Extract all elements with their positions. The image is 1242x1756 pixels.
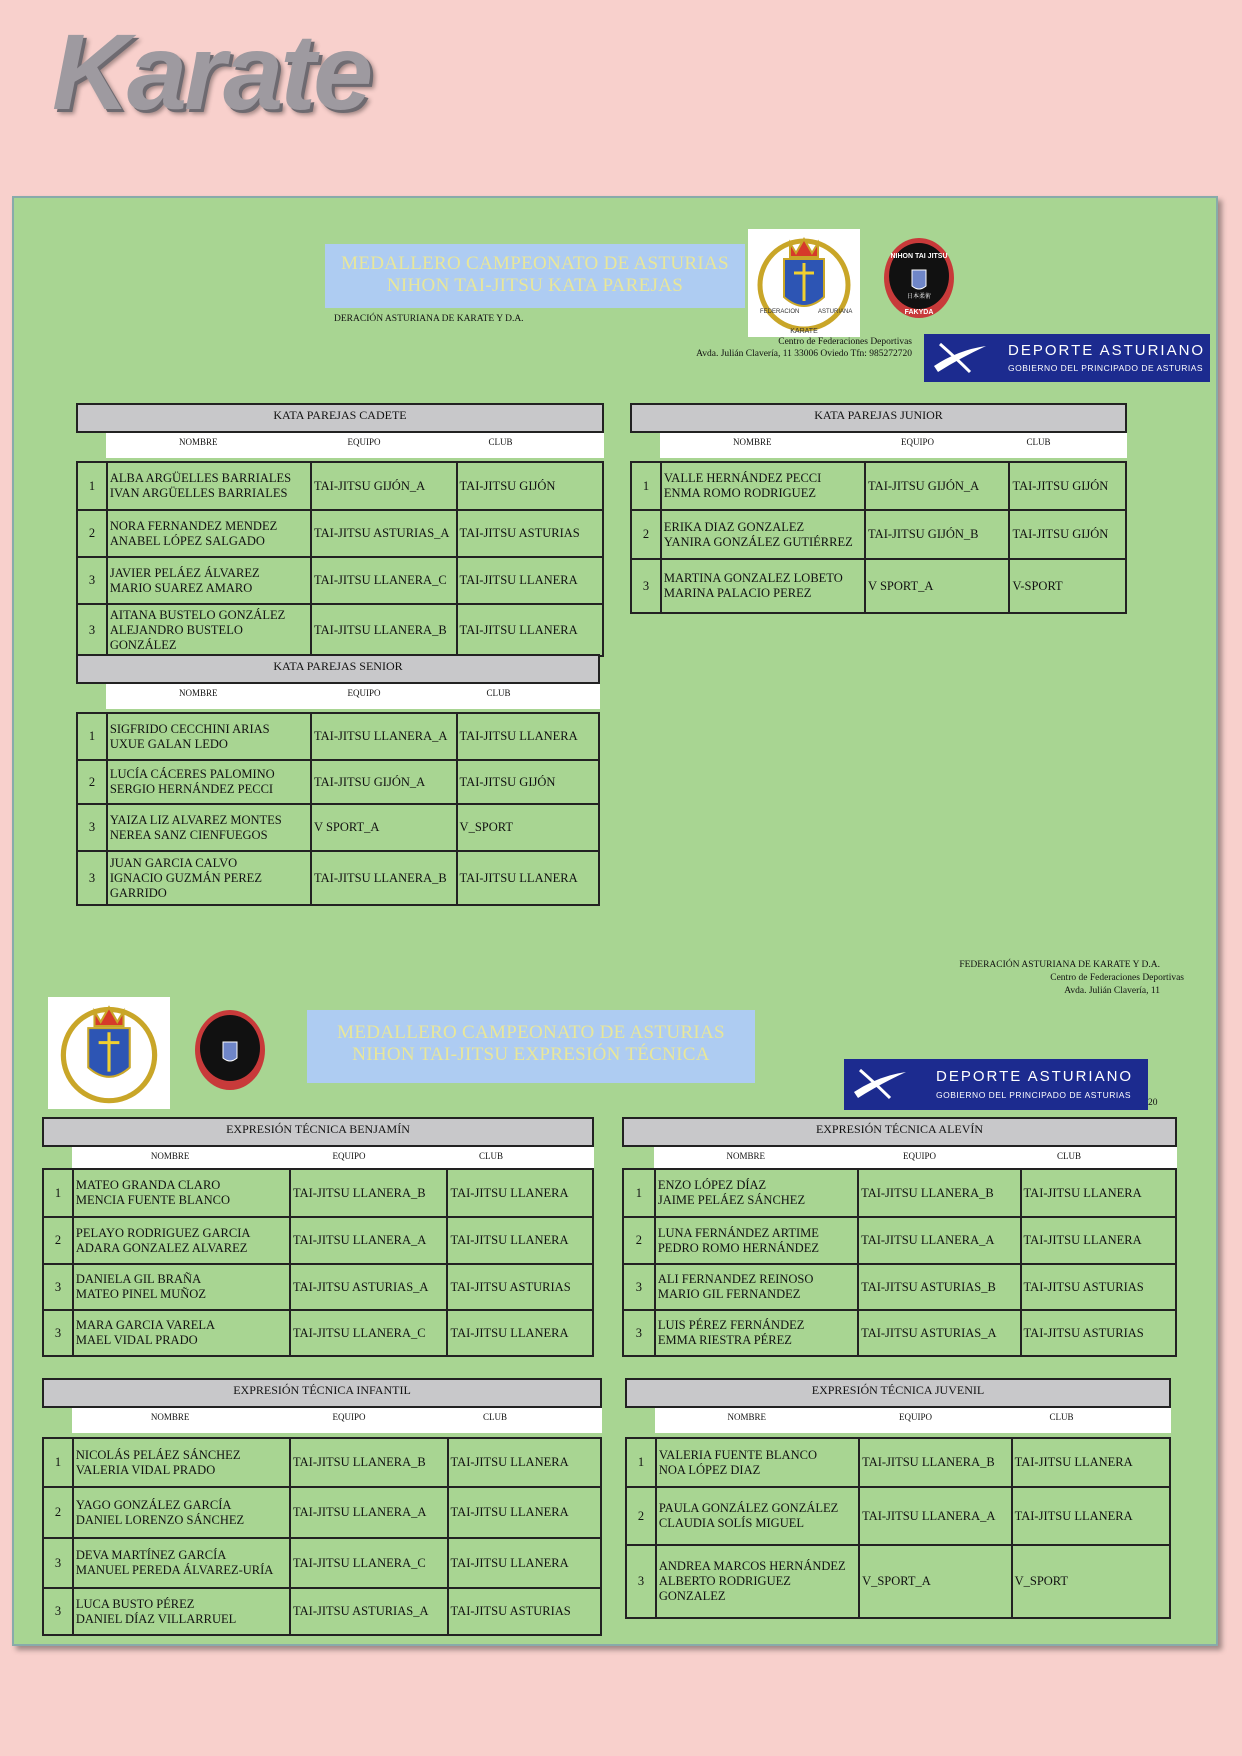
page-number: 20 bbox=[1148, 1098, 1158, 1108]
kata-parejas-junior-table bbox=[630, 461, 1127, 614]
expresion-tecnica-alevin-table bbox=[622, 1168, 1177, 1357]
deporte-line2: GOBIERNO DEL PRINCIPADO DE ASTURIAS bbox=[1008, 363, 1204, 373]
names-cell bbox=[73, 1264, 290, 1310]
column-header-nombre: NOMBRE bbox=[150, 1151, 190, 1161]
club-cell: TAI-JITSU LLANERA bbox=[448, 1438, 601, 1487]
athlete-name-2: UXUE GALAN LEDO bbox=[109, 736, 228, 751]
team-cell: TAI-JITSU GIJÓN_B bbox=[865, 510, 1009, 559]
position-cell: 3 bbox=[43, 1310, 73, 1356]
names-cell bbox=[73, 1217, 290, 1264]
athlete-name-2: ALBERTO RODRIGUEZ GONZALEZ bbox=[658, 1574, 791, 1603]
names-cell bbox=[107, 557, 311, 604]
athlete-name-1: DANIELA GIL BRAÑA bbox=[75, 1272, 202, 1286]
club-cell: TAI-JITSU LLANERA bbox=[447, 1310, 593, 1356]
team-cell: TAI-JITSU GIJÓN_A bbox=[311, 760, 457, 804]
team-cell: TAI-JITSU ASTURIAS_A bbox=[290, 1264, 448, 1310]
kata-centro-text: Centro de Federaciones Deportivas bbox=[778, 337, 912, 347]
position-cell: 2 bbox=[43, 1487, 73, 1538]
club-cell: TAI-JITSU ASTURIAS bbox=[1021, 1264, 1176, 1310]
kata-parejas-senior-table bbox=[76, 712, 600, 906]
expresion-tecnica-juvenil-table bbox=[625, 1437, 1171, 1619]
column-header-nombre: NOMBRE bbox=[726, 1151, 766, 1161]
kata-parejas-cadete-column-headers bbox=[106, 433, 604, 458]
athlete-name-1: LUIS PÉREZ FERNÁNDEZ bbox=[657, 1318, 805, 1332]
column-header-equipo: EQUIPO bbox=[332, 1412, 366, 1422]
athlete-name-1: MATEO GRANDA CLARO bbox=[75, 1178, 221, 1192]
team-cell: TAI-JITSU LLANERA_C bbox=[290, 1310, 448, 1356]
athlete-name-2: SERGIO HERNÁNDEZ PECCI bbox=[109, 782, 274, 796]
athlete-name-2: DANIEL DÍAZ VILLARRUEL bbox=[75, 1611, 237, 1626]
nihon-tai-jitsu-logo-2 bbox=[193, 1006, 267, 1094]
kata-parejas-junior-column-headers bbox=[660, 433, 1127, 458]
team-cell: V SPORT_A bbox=[865, 559, 1009, 613]
table-row bbox=[77, 760, 599, 804]
names-cell bbox=[107, 462, 311, 510]
team-cell: TAI-JITSU LLANERA_B bbox=[311, 851, 457, 905]
ntj-logo-kanji: 日本柔術 bbox=[906, 293, 932, 300]
athlete-name-1: SIGFRIDO CECCHINI ARIAS bbox=[109, 721, 270, 736]
expr-title-line2: NIHON TAI-JITSU EXPRESIÓN TÉCNICA bbox=[352, 1044, 710, 1065]
table-row bbox=[77, 557, 603, 604]
table-row bbox=[77, 510, 603, 557]
federation-crest-logo bbox=[748, 229, 860, 337]
column-header-nombre: NOMBRE bbox=[178, 688, 218, 698]
deporte-2-line2: GOBIERNO DEL PRINCIPADO DE ASTURIAS bbox=[936, 1090, 1132, 1100]
table-row bbox=[43, 1169, 593, 1217]
position-cell: 1 bbox=[77, 462, 107, 510]
names-cell bbox=[107, 804, 311, 851]
column-header-club: CLUB bbox=[486, 688, 511, 698]
athlete-name-2: NOA LÓPEZ DIAZ bbox=[658, 1462, 761, 1477]
column-header-equipo: EQUIPO bbox=[901, 437, 934, 447]
table-row bbox=[623, 1310, 1176, 1356]
column-header-club: CLUB bbox=[478, 1151, 504, 1161]
athlete-name-1: DEVA MARTÍNEZ GARCÍA bbox=[75, 1548, 227, 1562]
athlete-name-2: JAIME PELÁEZ SÁNCHEZ bbox=[657, 1193, 806, 1207]
expresion-tecnica-infantil-column-headers bbox=[72, 1408, 602, 1433]
athlete-name-2: CLAUDIA SOLÍS MIGUEL bbox=[658, 1516, 805, 1530]
federation-crest-logo-2 bbox=[48, 997, 170, 1109]
expr-federation-text: FEDERACIÓN ASTURIANA DE KARATE Y D.A. bbox=[959, 960, 1160, 970]
crest-text-bottom: KARATE bbox=[790, 328, 818, 335]
athlete-name-1: VALLE HERNÁNDEZ PECCI bbox=[663, 471, 822, 485]
expresion-tecnica-alevin-header: EXPRESIÓN TÉCNICA ALEVÍN bbox=[622, 1117, 1177, 1147]
athlete-name-1: ALI FERNANDEZ REINOSO bbox=[657, 1272, 814, 1286]
column-header-club: CLUB bbox=[488, 437, 513, 447]
athlete-name-2: ADARA GONZALEZ ALVAREZ bbox=[75, 1240, 248, 1255]
position-cell: 3 bbox=[77, 604, 107, 656]
ntj-logo-bottom: FAKYDA bbox=[904, 309, 934, 316]
position-cell: 3 bbox=[43, 1588, 73, 1635]
table-row bbox=[631, 559, 1126, 613]
expresion-tecnica-infantil-header: EXPRESIÓN TÉCNICA INFANTIL bbox=[42, 1378, 602, 1408]
kata-title-line2: NIHON TAI-JITSU KATA PAREJAS bbox=[386, 275, 684, 296]
names-cell bbox=[73, 1438, 290, 1487]
table-row bbox=[43, 1264, 593, 1310]
athlete-name-1: MARA GARCIA VARELA bbox=[75, 1318, 216, 1332]
team-cell: TAI-JITSU ASTURIAS_A bbox=[858, 1310, 1020, 1356]
club-cell: TAI-JITSU GIJÓN bbox=[457, 760, 599, 804]
athlete-name-1: LUNA FERNÁNDEZ ARTIME bbox=[657, 1225, 819, 1240]
club-cell: TAI-JITSU LLANERA bbox=[447, 1169, 593, 1217]
kata-parejas-senior-column-headers bbox=[106, 684, 600, 709]
table-row bbox=[626, 1545, 1170, 1618]
position-cell: 2 bbox=[77, 510, 107, 557]
names-cell bbox=[107, 713, 311, 760]
table-row bbox=[77, 462, 603, 510]
position-cell: 2 bbox=[623, 1217, 655, 1264]
table-row bbox=[43, 1538, 601, 1588]
names-cell bbox=[107, 851, 311, 905]
column-header-equipo: EQUIPO bbox=[347, 688, 381, 698]
athlete-name-1: PAULA GONZÁLEZ GONZÁLEZ bbox=[658, 1501, 839, 1515]
athlete-name-2: MANUEL PEREDA ÁLVAREZ-URÍA bbox=[75, 1563, 274, 1577]
kata-federation-text: DERACIÓN ASTURIANA DE KARATE Y D.A. bbox=[334, 314, 524, 324]
team-cell: TAI-JITSU GIJÓN_A bbox=[311, 462, 457, 510]
position-cell: 3 bbox=[77, 804, 107, 851]
athlete-name-2: ALEJANDRO BUSTELO GONZÁLEZ bbox=[109, 622, 243, 652]
team-cell: TAI-JITSU LLANERA_B bbox=[290, 1438, 448, 1487]
table-row bbox=[43, 1310, 593, 1356]
table-row bbox=[623, 1217, 1176, 1264]
deporte-asturiano-logo-2 bbox=[844, 1059, 1148, 1110]
table-row bbox=[43, 1588, 601, 1635]
kata-parejas-junior-header: KATA PAREJAS JUNIOR bbox=[630, 403, 1127, 433]
team-cell: TAI-JITSU LLANERA_B bbox=[290, 1169, 448, 1217]
names-cell bbox=[73, 1487, 290, 1538]
team-cell: TAI-JITSU LLANERA_A bbox=[858, 1217, 1020, 1264]
athlete-name-1: ANDREA MARCOS HERNÁNDEZ bbox=[658, 1559, 846, 1573]
athlete-name-1: JAVIER PELÁEZ ÁLVAREZ bbox=[109, 565, 260, 580]
table-row bbox=[77, 851, 599, 905]
crest-icon-2 bbox=[48, 997, 170, 1109]
names-cell bbox=[655, 1310, 858, 1356]
table-row bbox=[631, 510, 1126, 559]
position-cell: 3 bbox=[623, 1310, 655, 1356]
expresion-tecnica-benjamin-table bbox=[42, 1168, 594, 1357]
kata-parejas-senior-header: KATA PAREJAS SENIOR bbox=[76, 654, 600, 684]
position-cell: 3 bbox=[77, 851, 107, 905]
club-cell: TAI-JITSU LLANERA bbox=[457, 557, 603, 604]
team-cell: TAI-JITSU ASTURIAS_B bbox=[858, 1264, 1020, 1310]
column-header-equipo: EQUIPO bbox=[903, 1151, 936, 1161]
names-cell bbox=[656, 1438, 859, 1487]
column-header-nombre: NOMBRE bbox=[178, 437, 218, 447]
names-cell bbox=[656, 1487, 859, 1545]
club-cell: TAI-JITSU ASTURIAS bbox=[1021, 1310, 1176, 1356]
table-row bbox=[43, 1217, 593, 1264]
position-cell: 3 bbox=[77, 557, 107, 604]
column-header-nombre: NOMBRE bbox=[732, 437, 772, 447]
athlete-name-2: ANABEL LÓPEZ SALGADO bbox=[109, 533, 265, 548]
club-cell: V-SPORT bbox=[1009, 559, 1126, 613]
expr-address-text: Avda. Julián Clavería, 11 bbox=[1064, 986, 1160, 996]
position-cell: 1 bbox=[626, 1438, 656, 1487]
club-cell: TAI-JITSU ASTURIAS bbox=[457, 510, 603, 557]
names-cell bbox=[655, 1217, 858, 1264]
table-row bbox=[623, 1169, 1176, 1217]
karate-logo: Karate bbox=[52, 11, 371, 132]
team-cell: TAI-JITSU LLANERA_B bbox=[859, 1438, 1012, 1487]
table-row bbox=[43, 1487, 601, 1538]
athlete-name-2: MARINA PALACIO PEREZ bbox=[663, 586, 812, 600]
athlete-name-1: JUAN GARCIA CALVO bbox=[109, 855, 238, 870]
athlete-name-1: AITANA BUSTELO GONZÁLEZ bbox=[109, 607, 286, 622]
club-cell: TAI-JITSU LLANERA bbox=[1012, 1438, 1170, 1487]
team-cell: V_SPORT_A bbox=[859, 1545, 1012, 1618]
names-cell bbox=[73, 1169, 290, 1217]
athlete-name-2: EMMA RIESTRA PÉREZ bbox=[657, 1333, 792, 1347]
team-cell: TAI-JITSU LLANERA_A bbox=[859, 1487, 1012, 1545]
table-row bbox=[631, 462, 1126, 510]
kata-parejas-cadete-header: KATA PAREJAS CADETE bbox=[76, 403, 604, 433]
position-cell: 3 bbox=[631, 559, 661, 613]
kata-title-box bbox=[325, 244, 745, 308]
club-cell: TAI-JITSU LLANERA bbox=[1021, 1169, 1176, 1217]
names-cell bbox=[73, 1310, 290, 1356]
kata-address-text: Avda. Julián Clavería, 11 33006 Oviedo Tfn: 985272720 bbox=[696, 349, 912, 359]
position-cell: 1 bbox=[623, 1169, 655, 1217]
position-cell: 2 bbox=[626, 1487, 656, 1545]
position-cell: 3 bbox=[626, 1545, 656, 1618]
athlete-name-2: IGNACIO GUZMÁN PEREZ GARRIDO bbox=[109, 870, 262, 900]
team-cell: TAI-JITSU LLANERA_A bbox=[290, 1487, 448, 1538]
names-cell bbox=[73, 1588, 290, 1635]
athlete-name-2: MAEL VIDAL PRADO bbox=[75, 1333, 198, 1347]
nihon-tai-jitsu-logo bbox=[882, 236, 956, 320]
athlete-name-1: LUCA BUSTO PÉREZ bbox=[75, 1596, 195, 1611]
table-row bbox=[626, 1487, 1170, 1545]
club-cell: TAI-JITSU LLANERA bbox=[448, 1538, 601, 1588]
ntj-logo-text: NIHON TAI JITSU bbox=[890, 253, 948, 260]
club-cell: TAI-JITSU LLANERA bbox=[457, 604, 603, 656]
table-row bbox=[43, 1438, 601, 1487]
position-cell: 3 bbox=[43, 1538, 73, 1588]
position-cell: 3 bbox=[43, 1264, 73, 1310]
athlete-name-2: DANIEL LORENZO SÁNCHEZ bbox=[75, 1512, 245, 1527]
club-cell: TAI-JITSU GIJÓN bbox=[1009, 510, 1126, 559]
column-header-club: CLUB bbox=[1026, 437, 1051, 447]
expr-centro-text: Centro de Federaciones Deportivas bbox=[1050, 973, 1184, 983]
crest-text-right: ASTURIANA bbox=[818, 309, 853, 315]
column-header-equipo: EQUIPO bbox=[332, 1151, 366, 1161]
athlete-name-2: MATEO PINEL MUÑOZ bbox=[75, 1287, 206, 1301]
names-cell bbox=[661, 559, 865, 613]
names-cell bbox=[107, 760, 311, 804]
team-cell: TAI-JITSU LLANERA_B bbox=[858, 1169, 1020, 1217]
names-cell bbox=[73, 1538, 290, 1588]
table-row bbox=[77, 604, 603, 656]
deporte-asturiano-logo bbox=[924, 334, 1210, 382]
team-cell: TAI-JITSU ASTURIAS_A bbox=[311, 510, 457, 557]
team-cell: TAI-JITSU LLANERA_A bbox=[311, 713, 457, 760]
position-cell: 1 bbox=[77, 713, 107, 760]
names-cell bbox=[656, 1545, 859, 1618]
athlete-name-2: PEDRO ROMO HERNÁNDEZ bbox=[657, 1240, 819, 1255]
athlete-name-1: ERIKA DIAZ GONZALEZ bbox=[663, 519, 805, 534]
position-cell: 2 bbox=[77, 760, 107, 804]
position-cell: 1 bbox=[43, 1438, 73, 1487]
team-cell: V SPORT_A bbox=[311, 804, 457, 851]
deporte-line1: DEPORTE ASTURIANO bbox=[1008, 342, 1206, 359]
deporte-swoosh-icon-2 bbox=[850, 1062, 910, 1106]
athlete-name-1: NICOLÁS PELÁEZ SÁNCHEZ bbox=[75, 1447, 241, 1462]
athlete-name-2: MARIO SUAREZ AMARO bbox=[109, 580, 253, 595]
athlete-name-2: MENCIA FUENTE BLANCO bbox=[75, 1193, 231, 1207]
expr-title-line1: MEDALLERO CAMPEONATO DE ASTURIAS bbox=[337, 1022, 725, 1043]
club-cell: TAI-JITSU LLANERA bbox=[457, 713, 599, 760]
expr-title-box bbox=[307, 1010, 755, 1083]
expresion-tecnica-infantil-table bbox=[42, 1437, 602, 1636]
names-cell bbox=[655, 1169, 858, 1217]
position-cell: 1 bbox=[43, 1169, 73, 1217]
club-cell: TAI-JITSU ASTURIAS bbox=[448, 1588, 601, 1635]
expresion-tecnica-juvenil-column-headers bbox=[655, 1408, 1171, 1433]
kata-title-line1: MEDALLERO CAMPEONATO DE ASTURIAS bbox=[341, 253, 729, 274]
names-cell bbox=[661, 510, 865, 559]
names-cell bbox=[661, 462, 865, 510]
club-cell: V_SPORT bbox=[457, 804, 599, 851]
athlete-name-2: YANIRA GONZÁLEZ GUTIÉRREZ bbox=[663, 534, 853, 549]
club-cell: TAI-JITSU GIJÓN bbox=[1009, 462, 1126, 510]
club-cell: TAI-JITSU LLANERA bbox=[447, 1217, 593, 1264]
athlete-name-1: LUCÍA CÁCERES PALOMINO bbox=[109, 767, 275, 781]
athlete-name-2: ENMA ROMO RODRIGUEZ bbox=[663, 486, 816, 500]
expresion-tecnica-benjamin-header: EXPRESIÓN TÉCNICA BENJAMÍN bbox=[42, 1117, 594, 1147]
team-cell: TAI-JITSU ASTURIAS_A bbox=[290, 1588, 448, 1635]
athlete-name-1: VALERIA FUENTE BLANCO bbox=[658, 1447, 817, 1462]
athlete-name-2: VALERIA VIDAL PRADO bbox=[75, 1462, 216, 1477]
position-cell: 1 bbox=[631, 462, 661, 510]
athlete-name-1: NORA FERNANDEZ MENDEZ bbox=[109, 518, 278, 533]
athlete-name-1: YAGO GONZÁLEZ GARCÍA bbox=[75, 1497, 232, 1512]
athlete-name-1: MARTINA GONZALEZ LOBETO bbox=[663, 571, 843, 585]
team-cell: TAI-JITSU LLANERA_A bbox=[290, 1217, 448, 1264]
team-cell: TAI-JITSU LLANERA_B bbox=[311, 604, 457, 656]
club-cell: TAI-JITSU LLANERA bbox=[457, 851, 599, 905]
club-cell: TAI-JITSU LLANERA bbox=[1012, 1487, 1170, 1545]
column-header-club: CLUB bbox=[1049, 1412, 1074, 1422]
club-cell: TAI-JITSU ASTURIAS bbox=[447, 1264, 593, 1310]
names-cell bbox=[107, 604, 311, 656]
position-cell: 2 bbox=[43, 1217, 73, 1264]
deporte-swoosh-icon bbox=[930, 336, 990, 380]
team-cell: TAI-JITSU LLANERA_C bbox=[290, 1538, 448, 1588]
column-header-nombre: NOMBRE bbox=[150, 1412, 190, 1422]
column-header-nombre: NOMBRE bbox=[727, 1412, 767, 1422]
club-cell: TAI-JITSU LLANERA bbox=[1021, 1217, 1176, 1264]
column-header-club: CLUB bbox=[482, 1412, 508, 1422]
position-cell: 3 bbox=[623, 1264, 655, 1310]
position-cell: 2 bbox=[631, 510, 661, 559]
column-header-equipo: EQUIPO bbox=[347, 437, 381, 447]
crest-icon bbox=[748, 229, 860, 337]
kata-parejas-cadete-table bbox=[76, 461, 604, 657]
athlete-name-1: PELAYO RODRIGUEZ GARCIA bbox=[75, 1225, 251, 1240]
names-cell bbox=[655, 1264, 858, 1310]
athlete-name-1: ENZO LÓPEZ DÍAZ bbox=[657, 1178, 767, 1192]
club-cell: TAI-JITSU LLANERA bbox=[448, 1487, 601, 1538]
team-cell: TAI-JITSU GIJÓN_A bbox=[865, 462, 1009, 510]
athlete-name-2: NEREA SANZ CIENFUEGOS bbox=[109, 827, 268, 842]
athlete-name-2: MARIO GIL FERNANDEZ bbox=[657, 1287, 801, 1301]
table-row bbox=[77, 804, 599, 851]
team-cell: TAI-JITSU LLANERA_C bbox=[311, 557, 457, 604]
table-row bbox=[623, 1264, 1176, 1310]
club-cell: TAI-JITSU GIJÓN bbox=[457, 462, 603, 510]
expresion-tecnica-juvenil-header: EXPRESIÓN TÉCNICA JUVENIL bbox=[625, 1378, 1171, 1408]
athlete-name-1: YAIZA LIZ ALVAREZ MONTES bbox=[109, 812, 282, 827]
table-row bbox=[77, 713, 599, 760]
deporte-2-line1: DEPORTE ASTURIANO bbox=[936, 1068, 1134, 1085]
club-cell: V_SPORT bbox=[1012, 1545, 1170, 1618]
column-header-club: CLUB bbox=[1056, 1151, 1082, 1161]
athlete-name-1: ALBA ARGÜELLES BARRIALES bbox=[109, 471, 292, 485]
names-cell bbox=[107, 510, 311, 557]
athlete-name-2: IVAN ARGÜELLES BARRIALES bbox=[109, 486, 288, 500]
table-row bbox=[626, 1438, 1170, 1487]
column-header-equipo: EQUIPO bbox=[899, 1412, 932, 1422]
crest-text-left: FEDERACION bbox=[760, 309, 800, 315]
